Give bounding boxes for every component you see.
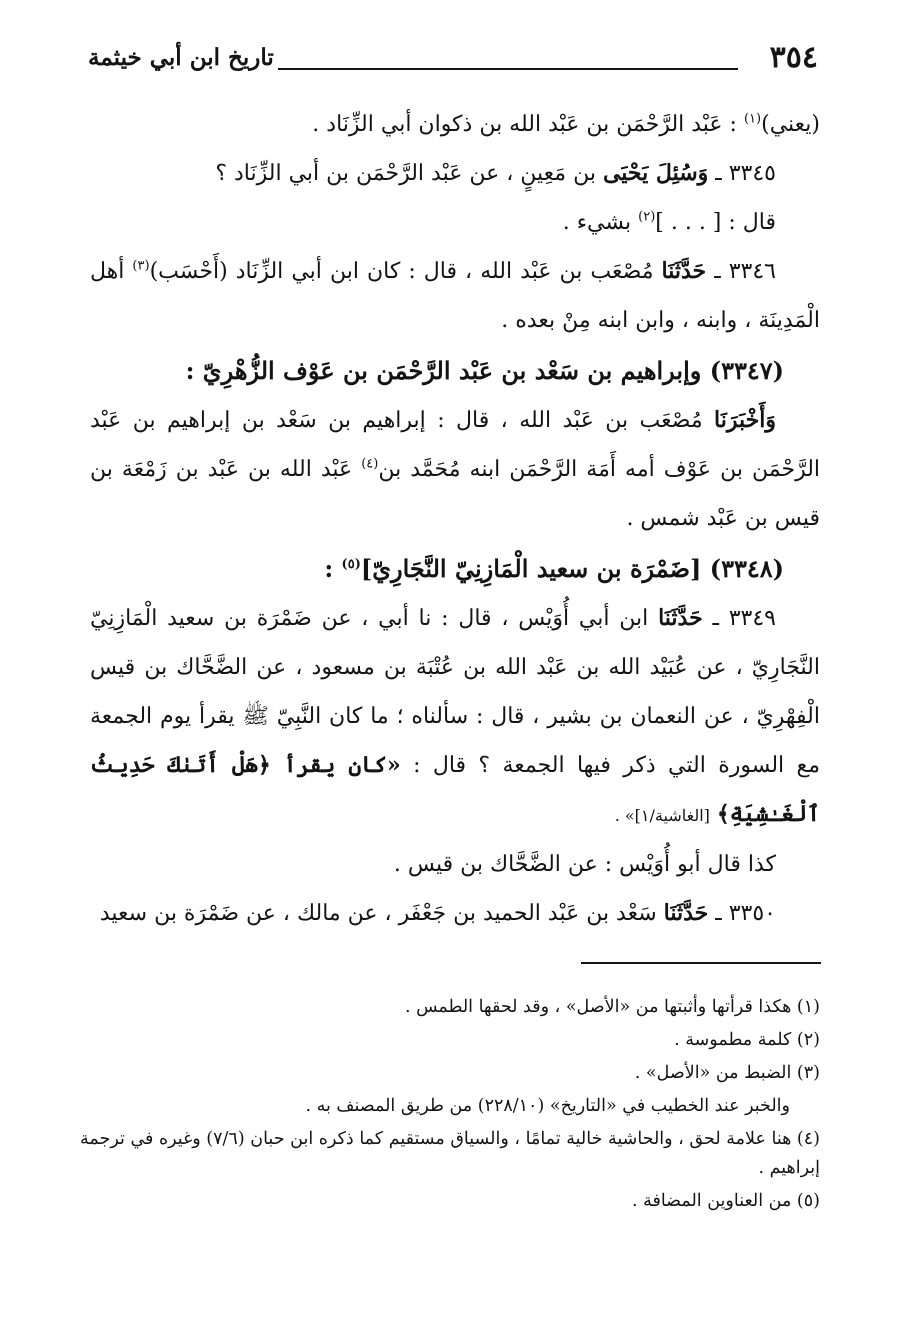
footnotes (80, 993, 820, 1220)
footnote-3-continuation: والخبر عند الخطيب في «التاريخ» (٢٢٨/١٠) من طريق المصنف به . (305, 1096, 790, 1116)
entry-number: ٣٣٤٩ ـ (712, 606, 776, 631)
entry-3350 (90, 889, 820, 938)
entry-text: ابن أبي أُوَيْس ، قال : نا أبي ، عن ضَمْرَة بن سعيد الْمَازِنِيّ النَّجَارِيّ ، عن عُبَيْد الله بن عَبْد الله بن عُتْبَة بن مسعود ، عن الضَّحَّاك بن قيس الْفِهْرِيّ ، عن النعمان بن بشير ، قال : سألناه ؛ ما كان النَّبِيّ ﷺ يقرأ يوم الجمعة مع السورة التي ذكر فيها الجمعة ؟ قال : (90, 606, 821, 778)
entry-number: ٣٣٥٠ ـ (715, 901, 776, 926)
entry-3345-answer (90, 198, 820, 247)
entry-3349-note: كذا قال أبو أُوَيْس : عن الضَّحَّاك بن قيس . (393, 852, 776, 877)
heading-tail: : (324, 554, 334, 583)
footnote-separator (581, 962, 821, 964)
footnote-ref: (٤) (361, 456, 379, 472)
heading-text: (٣٣٤٨) [ضَمْرَة بن سعيد الْمَازِنِيّ النَّجَارِيّ] (360, 554, 784, 583)
entry-3349 (90, 594, 820, 840)
entry-lead: وَسُئِلَ يَحْيَى (602, 160, 709, 186)
entry-text: أهل الْمَدِينَة ، وابنه ، وابن ابنه مِنْ بعده . (90, 259, 820, 333)
entry-text: مُصْعَب بن عَبْد الله ، قال : كان ابن أبي الزِّنَاد (أَحْسَب) (149, 259, 654, 284)
entry-lead: حَدَّثَنَا (661, 258, 707, 284)
entry-text: بشيء . (562, 210, 632, 235)
entry-number: ٣٣٤٥ ـ (715, 161, 776, 186)
paragraph-text: : عَبْد الرَّحْمَن بن عَبْد الله بن ذكوان أبي الزِّنَاد . (312, 112, 737, 137)
footnote-3: (٣) الضبط من «الأصل» . (634, 1063, 820, 1083)
entry-lead: حَدَّثَنَا (658, 605, 703, 631)
entry-lead: حَدَّثَنَا (663, 900, 709, 926)
book-title: تاريخ ابن أبي خيثمة (88, 44, 274, 71)
section-heading-3348 (90, 543, 820, 594)
entry-number: ٣٣٤٦ ـ (714, 259, 776, 284)
footnote-5: (٥) من العناوين المضافة . (631, 1191, 820, 1211)
footnote-ref: (٣) (132, 258, 150, 274)
quran-reference: [الغاشية/١]» . (614, 806, 710, 825)
entry-text: سَعْد بن عَبْد الحميد بن جَعْفَر ، عن مالك ، عن ضَمْرَة بن سعيد (99, 901, 657, 926)
footnote-4: (٤) هنا علامة لحق ، والحاشية خالية تمامًا ، والسياق مستقيم كما ذكره ابن حبان (٧/٦) وغيره في ترجمة إبراهيم . (80, 1129, 820, 1178)
footnote-2: (٢) كلمة مطموسة . (674, 1030, 820, 1050)
quran-quote: «كان يقرأ ﴿هَلْ أَتَىٰكَ حَدِيثُ ٱلْغَـٰشِيَةِ﴾ (90, 752, 820, 827)
section-heading-3347: (٣٣٤٧) وإبراهيم بن سَعْد بن عَبْد الرَّحْمَن بن عَوْف الزُّهْرِيّ : (185, 356, 784, 385)
entry-text: بن مَعِينٍ ، عن عَبْد الرَّحْمَن بن أبي الزِّنَاد ؟ (215, 161, 596, 186)
page-number: ٣٥٤ (769, 40, 818, 75)
entry-text: قال : [ . . . ] (655, 210, 776, 235)
entry-text: عَبْد الله بن عَبْد بن زَمْعَة بن قيس بن عَبْد شمس . (90, 457, 820, 531)
entry-lead: وَأَخْبَرَنَا (714, 407, 776, 433)
header-rule (278, 68, 738, 70)
footnote-1: (١) هكذا قرأتها وأثبتها من «الأصل» ، وقد لحقها الطمس . (404, 997, 820, 1017)
main-text (90, 100, 820, 938)
paragraph-continuation (90, 100, 820, 149)
lead-word: (يعني) (761, 112, 820, 137)
entry-3345 (90, 149, 820, 198)
entry-3347-text (90, 396, 820, 543)
footnote-ref: (٢) (638, 209, 656, 225)
footnote-ref: (٥) (341, 557, 361, 572)
page-header (88, 40, 818, 80)
entry-3346 (90, 247, 820, 345)
entry-text: مُصْعَب بن عَبْد الله ، قال : إبراهيم بن سَعْد بن إبراهيم بن عَبْد الرَّحْمَن بن عَوْف أمه أَمَة الرَّحْمَن ابنه مُحَمَّد بن (90, 408, 821, 482)
footnote-ref: (١) (743, 111, 762, 127)
